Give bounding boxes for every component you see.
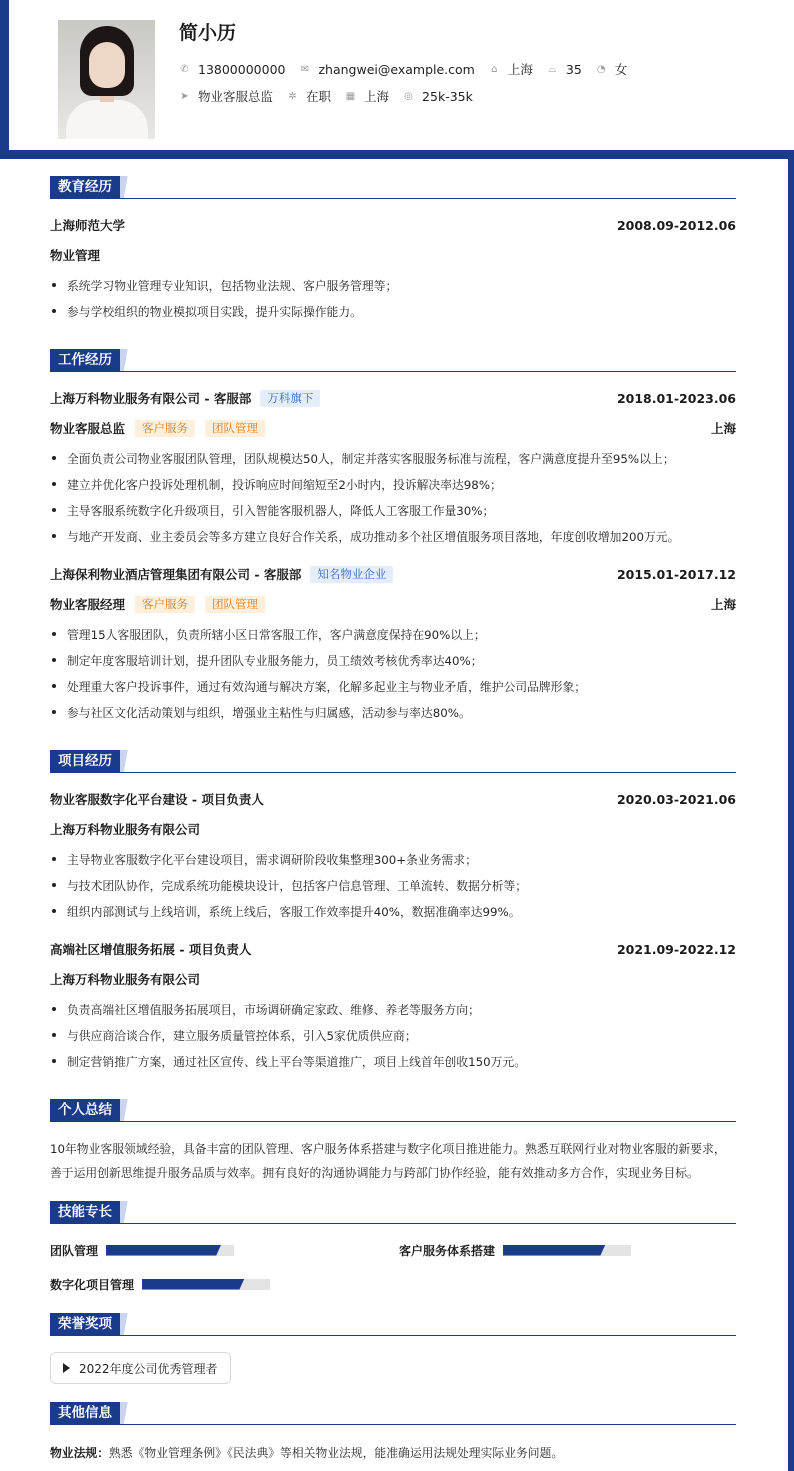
caret-right-icon <box>63 1363 70 1373</box>
frame-right-bar <box>788 150 794 1471</box>
other-info-text: 熟悉《物业管理条例》《民法典》等相关物业法规，能准确运用法规处理实际业务问题。 <box>109 1445 564 1460</box>
list-item: 与供应商洽谈合作，建立服务质量管控体系，引入5家优质供应商； <box>50 1026 736 1044</box>
job-date: 2015.01-2017.12 <box>616 566 736 582</box>
position: 物业客服总监 <box>50 421 126 436</box>
company-name: 上海万科物业服务有限公司 - 客服部 <box>50 391 252 406</box>
gender-icon: ◔ <box>596 63 606 75</box>
list-item: 负责高端社区增值服务拓展项目，市场调研确定家政、维修、养老等服务方向； <box>50 1000 736 1018</box>
school-name: 上海师范大学 <box>50 218 126 233</box>
job-header-row <box>50 389 736 407</box>
target-city: 上海 <box>364 89 390 104</box>
project-company: 上海万科物业服务有限公司 <box>50 972 201 987</box>
list-item: 与地产开发商、业主委员会等多方建立良好合作关系，成功推动多个社区增值服务项目落地，年度创收增加200万元。 <box>50 527 736 545</box>
list-item: 主导物业客服数字化平台建设项目，需求调研阶段收集整理300+条业务需求； <box>50 850 736 868</box>
list-item: 参与社区文化活动策划与组织，增强业主粘性与归属感，活动参与率达80%。 <box>50 703 736 721</box>
major-row <box>50 246 736 264</box>
list-item: 管理15人客服团队，负责所辖小区日常客服工作，客户满意度保持在90%以上； <box>50 625 736 643</box>
job-position-row <box>50 595 736 613</box>
skill-name: 数字化项目管理 <box>50 1277 135 1292</box>
list-item: 系统学习物业管理专业知识，包括物业法规、客户服务管理等； <box>50 276 736 294</box>
company-tag: 知名物业企业 <box>310 566 393 583</box>
section-title: 技能专长 <box>50 1201 120 1223</box>
other-info-row <box>50 1443 736 1461</box>
job-status: 在职 <box>306 89 332 104</box>
award-item[interactable] <box>50 1352 231 1384</box>
list-item: 与技术团队协作，完成系统功能模块设计，包括客户信息管理、工单流转、数据分析等； <box>50 876 736 894</box>
gender: 女 <box>614 62 628 77</box>
phone: 13800000000 <box>198 61 286 77</box>
list-item: 处理重大客户投诉事件，通过有效沟通与解决方案，化解多起业主与物业矛盾，维护公司品牌形象； <box>50 677 736 695</box>
education-date: 2008.09-2012.06 <box>616 217 736 233</box>
project-section-header <box>50 750 736 774</box>
work-section-header <box>50 349 736 373</box>
contact-row <box>179 61 641 77</box>
age: 35 <box>565 61 582 77</box>
project-date: 2021.09-2022.12 <box>616 941 736 957</box>
summary-section-header <box>50 1099 736 1123</box>
project-date: 2020.03-2021.06 <box>616 791 736 807</box>
skill-level-fill <box>142 1279 244 1290</box>
project-company-row <box>50 820 736 838</box>
job-date: 2018.01-2023.06 <box>616 390 736 406</box>
section-title: 荣誉奖项 <box>50 1313 120 1335</box>
section-title: 教育经历 <box>50 176 120 198</box>
education-row <box>50 216 736 234</box>
list-item: 全面负责公司物业客服团队管理，团队规模达50人，制定并落实客服服务标准与流程，客户满意度提升至95%以上； <box>50 449 736 467</box>
project-company: 上海万科物业服务有限公司 <box>50 822 201 837</box>
skill-tag: 团队管理 <box>205 420 265 437</box>
phone-icon: ✆ <box>180 63 189 75</box>
education-section-header <box>50 176 736 200</box>
target-position: 物业客服总监 <box>198 89 274 104</box>
skill-level-bar <box>142 1279 270 1290</box>
project-name: 高端社区增值服务拓展 - 项目负责人 <box>50 942 252 957</box>
section-title: 其他信息 <box>50 1402 120 1424</box>
send-icon: ➤ <box>180 90 189 102</box>
skill-tag: 客户服务 <box>135 420 195 437</box>
profile-photo <box>58 20 155 139</box>
list-item: 制定营销推广方案，通过社区宣传、线上平台等渠道推广，项目上线首年创收150万元。 <box>50 1052 736 1070</box>
company-name: 上海保利物业酒店管理集团有限公司 - 客服部 <box>50 567 302 582</box>
skill-tag: 客户服务 <box>135 596 195 613</box>
skill-level-bar <box>503 1245 631 1256</box>
salary-icon: ◎ <box>404 90 413 102</box>
salary: 25k-35k <box>422 88 473 104</box>
frame-bottom-bar <box>0 150 794 159</box>
major: 物业管理 <box>50 248 101 263</box>
skill-item <box>50 1241 234 1259</box>
status-icon: ✲ <box>288 90 297 102</box>
skill-name: 团队管理 <box>50 1243 99 1258</box>
skill-level-fill <box>106 1245 221 1256</box>
list-item: 主导客服系统数字化升级项目，引入智能客服机器人，降低人工客服工作量30%； <box>50 501 736 519</box>
job-location: 上海 <box>710 597 736 612</box>
list-item: 组织内部测试与上线培训，系统上线后，客服工作效率提升40%，数据准确率达99%。 <box>50 902 736 920</box>
skill-item <box>399 1241 631 1259</box>
other-info-label: 物业法规： <box>50 1445 109 1460</box>
building-icon: ▦ <box>345 90 356 102</box>
award-name: 2022年度公司优秀管理者 <box>79 1361 218 1376</box>
city: 上海 <box>507 62 533 77</box>
list-item: 建立并优化客户投诉处理机制，投诉响应时间缩短至2小时内，投诉解决率达98%； <box>50 475 736 493</box>
other-section-header <box>50 1402 736 1426</box>
mail-icon: ✉ <box>300 63 310 75</box>
candidate-name: 简小历 <box>179 22 237 44</box>
awards-section-header <box>50 1313 736 1337</box>
age-icon: ⌓ <box>548 63 557 75</box>
section-title: 个人总结 <box>50 1099 120 1121</box>
summary-text: 10年物业客服领域经验，具备丰富的团队管理、客户服务体系搭建与数字化项目推进能力。熟悉互联网行业对物业客服的新要求， 善于运用创新思维提升服务品质与效率。拥有良好的沟通协调能力与跨部门协作经验，能有效推动多方合作，实现业务目标。 <box>50 1142 726 1180</box>
skill-level-bar <box>106 1245 234 1256</box>
job-header-row <box>50 565 736 583</box>
list-item: 参与学校组织的物业模拟项目实践，提升实际操作能力。 <box>50 302 736 320</box>
project-company-row <box>50 970 736 988</box>
section-title: 工作经历 <box>50 349 120 371</box>
skill-level-fill <box>503 1245 605 1256</box>
skill-item <box>50 1275 270 1293</box>
job-intent-row <box>179 88 487 104</box>
project-name: 物业客服数字化平台建设 - 项目负责人 <box>50 792 264 807</box>
skills-section-header <box>50 1201 736 1225</box>
home-icon: ⌂ <box>491 63 498 75</box>
project-header-row <box>50 940 736 958</box>
skill-name: 客户服务体系搭建 <box>399 1243 496 1258</box>
skill-tag: 团队管理 <box>205 596 265 613</box>
job-position-row <box>50 419 736 437</box>
project-header-row <box>50 790 736 808</box>
list-item: 制定年度客服培训计划，提升团队专业服务能力，员工绩效考核优秀率达40%； <box>50 651 736 669</box>
email: zhangwei@example.com <box>318 61 475 77</box>
position: 物业客服经理 <box>50 597 126 612</box>
job-location: 上海 <box>710 421 736 436</box>
frame-left-bar <box>0 0 9 158</box>
section-title: 项目经历 <box>50 750 120 772</box>
company-tag: 万科旗下 <box>260 390 320 407</box>
